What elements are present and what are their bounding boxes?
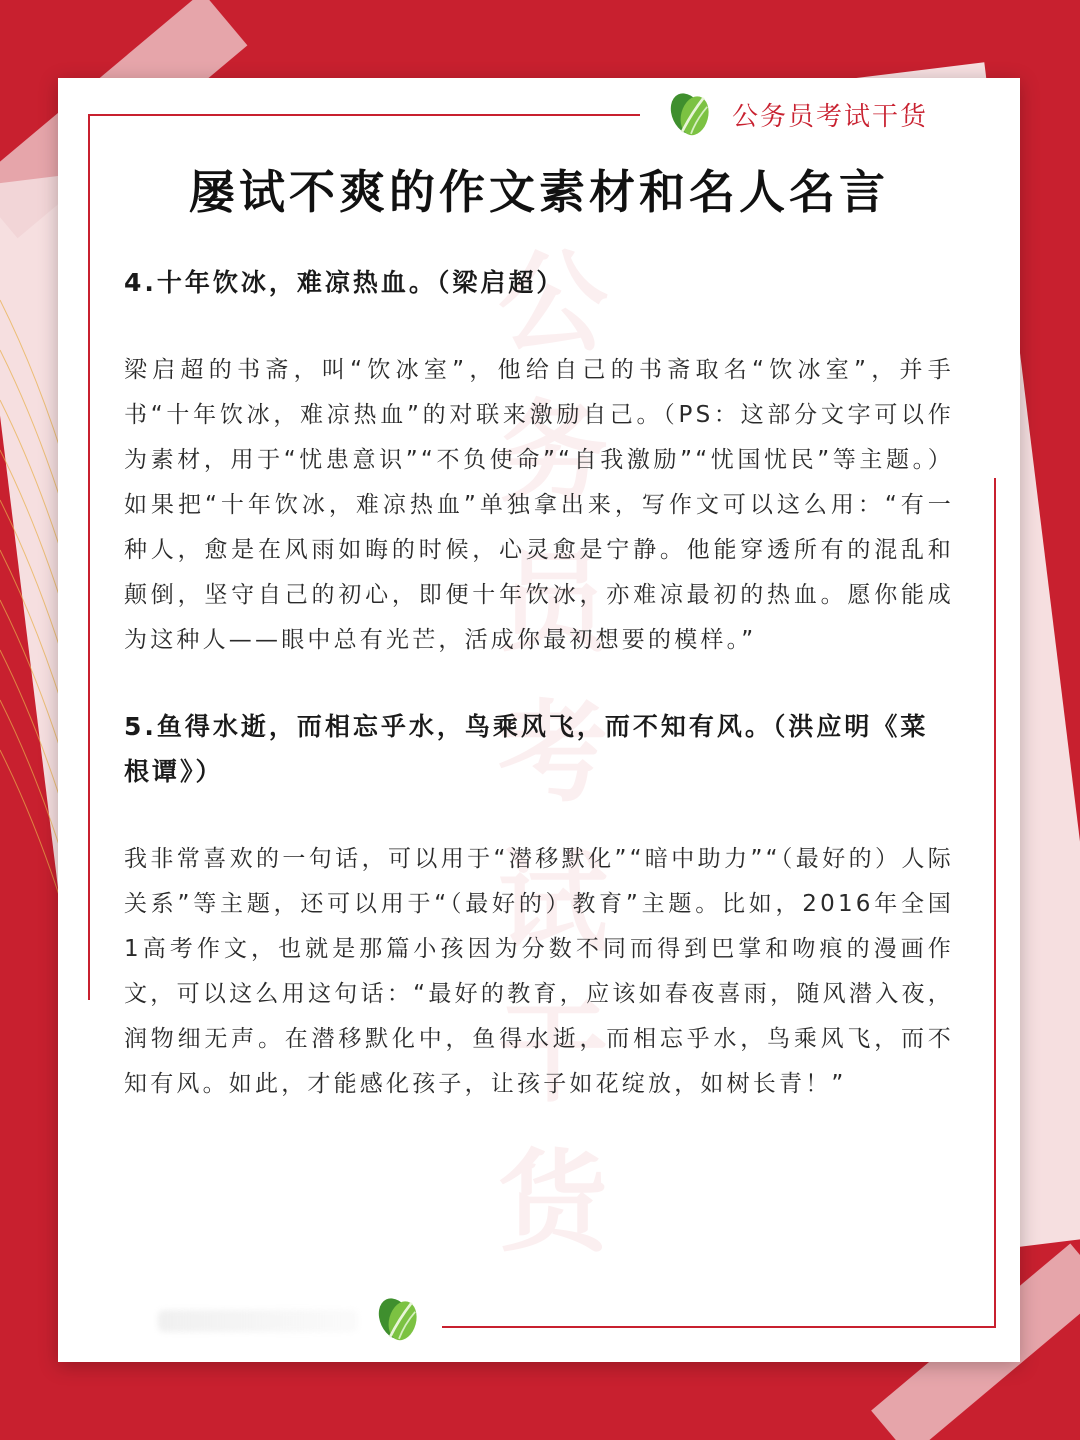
frame-line-top xyxy=(88,114,640,116)
article-content xyxy=(124,258,954,1107)
brand-header xyxy=(664,84,928,144)
section-heading: 5.鱼得水逝，而相忘乎水，鸟乘风飞，而不知有风。（洪应明《菜根谭》） xyxy=(124,712,929,786)
watermark: 公务员考试干货 xyxy=(498,239,608,1267)
brand-name: 公务员考试干货 xyxy=(732,101,929,132)
frame-line-bottom xyxy=(442,1326,996,1328)
section-heading: 4.十年饮冰，难凉热血。（梁启超） xyxy=(124,268,565,297)
cabbage-icon xyxy=(372,1292,426,1346)
footer-blurred-text xyxy=(158,1310,358,1332)
frame-line-left xyxy=(88,114,90,1000)
section-body: 梁启超的书斋，叫“饮冰室”，他给自己的书斋取名“饮冰室”，并手书“十年饮冰，难凉热血”的对联来激励自己。（PS：这部分文字可以作为素材，用于“忧患意识”“不负使命”“自我激励”“忧国忧民”等主题。）如果把“十年饮冰，难凉热血”单独拿出来，写作文可以这么用：“有一种人，愈是在风雨如晦的时候，心灵愈是宁静。他能穿透所有的混乱和颠倒，坚守自己的初心，即便十年饮冰，亦难凉最初的热血。愿你能成为这种人——眼中总有光芒，活成你最初想要的模样。” xyxy=(124,357,954,653)
frame-line-right xyxy=(994,478,996,1326)
cabbage-icon xyxy=(664,87,718,141)
section-body: 我非常喜欢的一句话，可以用于“潜移默化”“暗中助力”“（最好的）人际关系”等主题，还可以用于“（最好的）教育”主题。比如，2016年全国1高考作文，也就是那篇小孩因为分数不同而得到巴掌和吻痕的漫画作文，可以这么用这句话：“最好的教育，应该如春夜喜雨，随风潜入夜，润物细无声。在潜移默化中，鱼得水逝，而相忘乎水，鸟乘风飞，而不知有风。如此，才能感化孩子，让孩子如花绽放，如树长青！” xyxy=(124,846,954,1097)
paper-card xyxy=(58,78,1020,1362)
page-title: 屡试不爽的作文素材和名人名言 xyxy=(189,165,889,219)
